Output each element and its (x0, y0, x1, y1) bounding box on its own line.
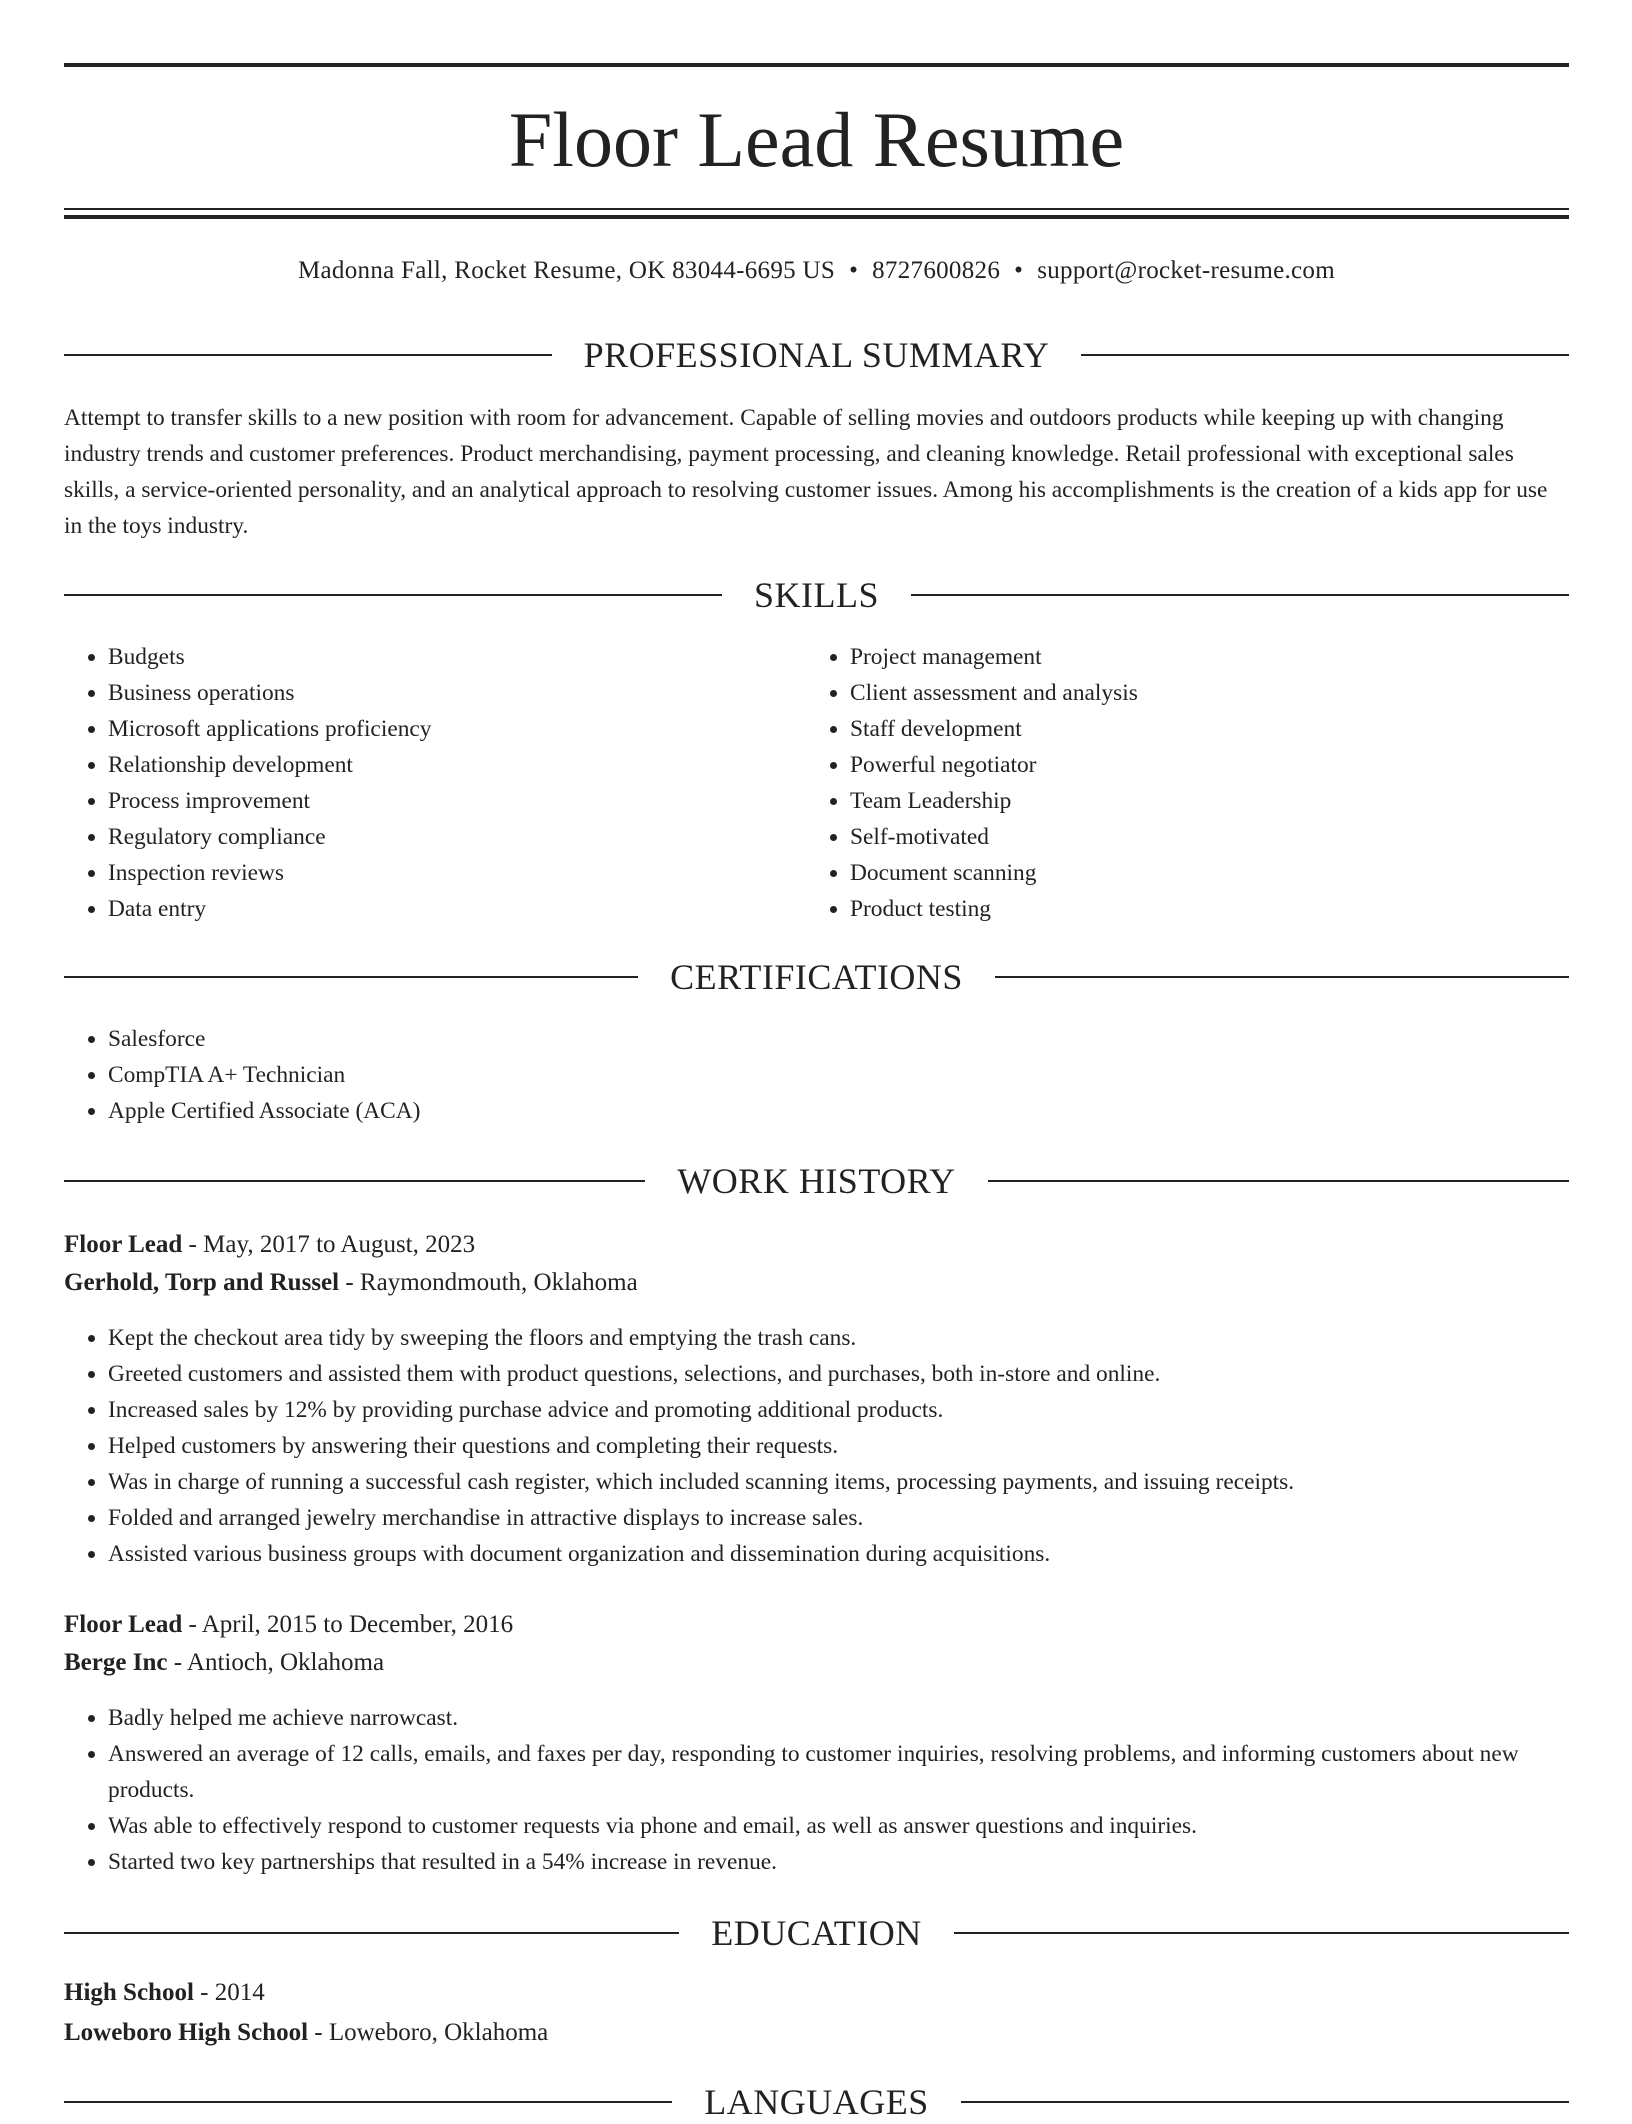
job-bullet: • Assisted various business groups with document organization and dissemination during acquisitions. (108, 1536, 1569, 1572)
education-location: - Loweboro, Oklahoma (308, 2019, 549, 2046)
skill-item: • Team Leadership (850, 783, 1550, 819)
job-bullet: • Folded and arranged jewelry merchandise in attractive displays to increase sales. (108, 1500, 1569, 1536)
heading-rule (64, 354, 552, 356)
page-title: Floor Lead Resume (508, 96, 1125, 183)
contact-separator: • (849, 257, 859, 284)
skill-item: • Project management (850, 639, 1550, 675)
section-heading-work-history (64, 1159, 1569, 1203)
education-year: - 2014 (193, 1979, 265, 2006)
contact-email[interactable]: support@rocket-resume.com (1037, 257, 1335, 284)
skill-item: • Staff development (850, 711, 1550, 747)
work-history-heading: WORK HISTORY (677, 1161, 956, 1201)
job-location: - Raymondmouth, Oklahoma (339, 1269, 638, 1296)
certification-item: • Salesforce (108, 1021, 1558, 1057)
contact-line (64, 254, 1569, 288)
skill-item: • Document scanning (850, 855, 1550, 891)
summary-heading: PROFESSIONAL SUMMARY (583, 335, 1050, 375)
job-location: - Antioch, Oklahoma (167, 1649, 385, 1676)
skill-item: • Data entry (108, 891, 808, 927)
heading-rule (64, 2101, 672, 2103)
section-heading-certifications (64, 955, 1569, 999)
heading-rule (1081, 354, 1569, 356)
skill-item: • Client assessment and analysis (850, 675, 1550, 711)
skill-item: • Regulatory compliance (108, 819, 808, 855)
contact-address: Madonna Fall, Rocket Resume, OK 83044-6695 US (298, 257, 836, 284)
job-dates: - April, 2015 to December, 2016 (182, 1611, 514, 1638)
skill-item: • Business operations (108, 675, 808, 711)
heading-rule (961, 2101, 1569, 2103)
section-heading-skills (64, 573, 1569, 617)
job-bullet: • Was able to effectively respond to customer requests via phone and email, as well as answer questions and inquiries. (108, 1808, 1569, 1844)
job-company: Gerhold, Torp and Russel (64, 1269, 340, 1296)
languages-heading: LANGUAGES (704, 2082, 929, 2122)
header-rule-lower (64, 215, 1569, 219)
job-bullets (64, 1700, 1569, 1880)
heading-rule (64, 594, 722, 596)
skill-item: • Powerful negotiator (850, 747, 1550, 783)
skill-item: • Process improvement (108, 783, 808, 819)
job-title-line (64, 1606, 1569, 1644)
education-heading: EDUCATION (711, 1913, 922, 1953)
skill-item: • Inspection reviews (108, 855, 808, 891)
contact-separator: • (1014, 257, 1024, 284)
job-dates: - May, 2017 to August, 2023 (182, 1231, 476, 1258)
education-degree-line (64, 1974, 1569, 2012)
heading-rule (64, 976, 638, 978)
job-title: Floor Lead (64, 1611, 183, 1638)
skills-list-left (64, 639, 808, 927)
job-bullet: • Greeted customers and assisted them with product questions, selections, and purchases, both in-store and online. (108, 1356, 1569, 1392)
education-school: Loweboro High School (64, 2019, 309, 2046)
section-heading-summary (64, 333, 1569, 377)
heading-rule (995, 976, 1569, 978)
job-bullets (64, 1320, 1569, 1572)
education-degree: High School (64, 1979, 194, 2006)
section-heading-education (64, 1911, 1569, 1955)
section-heading-languages (64, 2080, 1569, 2124)
job-title-line (64, 1226, 1569, 1264)
certification-item: • CompTIA A+ Technician (108, 1057, 1558, 1093)
skill-item: • Self-motivated (850, 819, 1550, 855)
job-bullet: • Badly helped me achieve narrowcast. (108, 1700, 1569, 1736)
skill-item: • Microsoft applications proficiency (108, 711, 808, 747)
skills-heading: SKILLS (754, 575, 880, 615)
contact-phone[interactable]: 8727600826 (872, 257, 1001, 284)
summary-text: Attempt to transfer skills to a new position with room for advancement. Capable of selling movies and outdoors products while keeping up with changing industry trends and customer preferences. Product merchandising, payment processing, and cleaning knowledge. Retail professional with exceptional sales skills, a service-oriented personality, and an analytical approach to resolving customer issues. Among his accomplishments is the creation of a kids app for use in the toys industry. (64, 405, 1548, 539)
job-company-line (64, 1644, 1569, 1682)
skills-list-right (806, 639, 1550, 927)
heading-rule (988, 1180, 1569, 1182)
job-bullet: • Started two key partnerships that resulted in a 54% increase in revenue. (108, 1844, 1569, 1880)
job-bullet: • Kept the checkout area tidy by sweeping the floors and emptying the trash cans. (108, 1320, 1569, 1356)
skill-item: • Relationship development (108, 747, 808, 783)
job-bullet: • Increased sales by 12% by providing purchase advice and promoting additional products. (108, 1392, 1569, 1428)
header-rule-upper (64, 208, 1569, 210)
job-bullet: • Answered an average of 12 calls, emails, and faxes per day, responding to customer inquiries, resolving problems, and informing customers about new products. (108, 1736, 1569, 1808)
job-company: Berge Inc (64, 1649, 168, 1676)
skill-item: • Product testing (850, 891, 1550, 927)
job-company-line (64, 1264, 1569, 1302)
heading-rule (64, 1180, 645, 1182)
certifications-heading: CERTIFICATIONS (670, 957, 963, 997)
heading-rule (64, 1932, 679, 1934)
education-school-line (64, 2014, 1569, 2052)
skill-item: • Budgets (108, 639, 808, 675)
job-bullet: • Helped customers by answering their questions and completing their requests. (108, 1428, 1569, 1464)
header-top-rule (64, 63, 1569, 67)
heading-rule (954, 1932, 1569, 1934)
certification-item: • Apple Certified Associate (ACA) (108, 1093, 1558, 1129)
heading-rule (911, 594, 1569, 596)
certifications-list (64, 1021, 1558, 1129)
job-title: Floor Lead (64, 1231, 183, 1258)
job-bullet: • Was in charge of running a successful cash register, which included scanning items, processing payments, and issuing receipts. (108, 1464, 1569, 1500)
